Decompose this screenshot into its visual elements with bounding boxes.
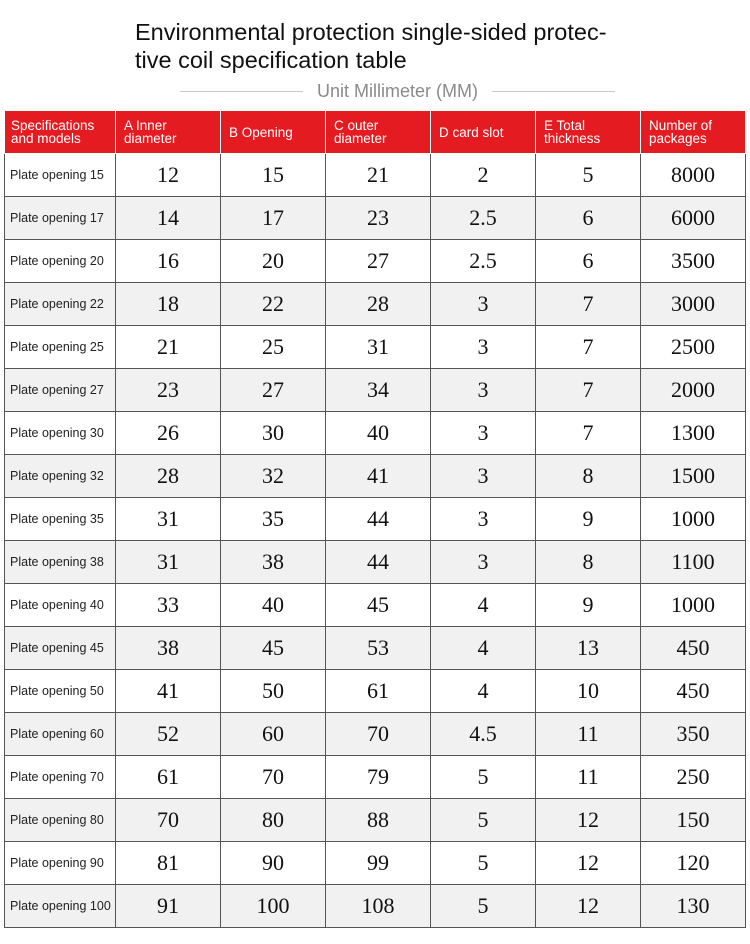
model-cell: Plate opening 15 xyxy=(5,154,116,197)
c-outer-diameter-cell: 28 xyxy=(326,283,431,326)
a-inner-diameter-cell: 33 xyxy=(116,584,221,627)
packages-cell: 6000 xyxy=(641,197,746,240)
unit-label: Unit Millimeter (MM) xyxy=(317,80,478,101)
c-outer-diameter-cell: 45 xyxy=(326,584,431,627)
table-header-row xyxy=(5,111,746,154)
a-inner-diameter-cell: 21 xyxy=(116,326,221,369)
e-total-thickness-cell: 6 xyxy=(536,240,641,283)
table-row xyxy=(5,412,746,455)
d-card-slot-cell: 4 xyxy=(431,584,536,627)
e-total-thickness-cell: 8 xyxy=(536,541,641,584)
a-inner-diameter-cell: 81 xyxy=(116,842,221,885)
a-inner-diameter-cell: 14 xyxy=(116,197,221,240)
title-line-2: tive coil specification table xyxy=(135,47,407,73)
header-label-line-2: diameter xyxy=(124,131,177,146)
specification-table xyxy=(4,110,746,928)
d-card-slot-cell: 2.5 xyxy=(431,197,536,240)
d-card-slot-cell: 3 xyxy=(431,326,536,369)
c-outer-diameter-cell: 44 xyxy=(326,498,431,541)
page-title xyxy=(135,18,625,74)
packages-cell: 8000 xyxy=(641,154,746,197)
packages-cell: 1000 xyxy=(641,498,746,541)
header-label-line-2: packages xyxy=(649,131,707,146)
model-cell: Plate opening 35 xyxy=(5,498,116,541)
a-inner-diameter-cell: 91 xyxy=(116,885,221,928)
packages-cell: 1300 xyxy=(641,412,746,455)
table-row xyxy=(5,154,746,197)
a-inner-diameter-cell: 28 xyxy=(116,455,221,498)
model-cell: Plate opening 100 xyxy=(5,885,116,928)
table-row xyxy=(5,756,746,799)
b-opening-cell: 35 xyxy=(221,498,326,541)
d-card-slot-cell: 5 xyxy=(431,842,536,885)
b-opening-cell: 70 xyxy=(221,756,326,799)
c-outer-diameter-cell: 31 xyxy=(326,326,431,369)
a-inner-diameter-cell: 61 xyxy=(116,756,221,799)
unit-rule-left xyxy=(180,91,303,92)
model-cell: Plate opening 27 xyxy=(5,369,116,412)
c-outer-diameter-cell: 70 xyxy=(326,713,431,756)
a-inner-diameter-cell: 31 xyxy=(116,541,221,584)
packages-cell: 1500 xyxy=(641,455,746,498)
header-label-line-1: A Inner xyxy=(124,118,167,133)
e-total-thickness-cell: 9 xyxy=(536,498,641,541)
c-outer-diameter-cell: 40 xyxy=(326,412,431,455)
b-opening-cell: 17 xyxy=(221,197,326,240)
model-cell: Plate opening 38 xyxy=(5,541,116,584)
b-opening-cell: 60 xyxy=(221,713,326,756)
header-label-line-1: B Opening xyxy=(229,124,293,140)
d-card-slot-cell: 3 xyxy=(431,283,536,326)
b-opening-cell: 32 xyxy=(221,455,326,498)
packages-cell: 450 xyxy=(641,627,746,670)
header-label-line-2: and models xyxy=(11,131,81,146)
table-row xyxy=(5,842,746,885)
header-d-card-slot xyxy=(431,111,536,154)
model-cell: Plate opening 17 xyxy=(5,197,116,240)
model-cell: Plate opening 20 xyxy=(5,240,116,283)
e-total-thickness-cell: 12 xyxy=(536,885,641,928)
d-card-slot-cell: 3 xyxy=(431,498,536,541)
packages-cell: 2500 xyxy=(641,326,746,369)
packages-cell: 120 xyxy=(641,842,746,885)
model-cell: Plate opening 32 xyxy=(5,455,116,498)
model-cell: Plate opening 50 xyxy=(5,670,116,713)
c-outer-diameter-cell: 61 xyxy=(326,670,431,713)
table-row xyxy=(5,197,746,240)
packages-cell: 450 xyxy=(641,670,746,713)
d-card-slot-cell: 4 xyxy=(431,670,536,713)
packages-cell: 3000 xyxy=(641,283,746,326)
d-card-slot-cell: 3 xyxy=(431,369,536,412)
d-card-slot-cell: 5 xyxy=(431,885,536,928)
header-label-line-1: C outer xyxy=(334,118,379,133)
table-row xyxy=(5,369,746,412)
table-row xyxy=(5,670,746,713)
table-row xyxy=(5,240,746,283)
c-outer-diameter-cell: 108 xyxy=(326,885,431,928)
d-card-slot-cell: 5 xyxy=(431,756,536,799)
e-total-thickness-cell: 9 xyxy=(536,584,641,627)
e-total-thickness-cell: 7 xyxy=(536,369,641,412)
e-total-thickness-cell: 7 xyxy=(536,326,641,369)
table-row xyxy=(5,713,746,756)
d-card-slot-cell: 5 xyxy=(431,799,536,842)
e-total-thickness-cell: 10 xyxy=(536,670,641,713)
e-total-thickness-cell: 8 xyxy=(536,455,641,498)
a-inner-diameter-cell: 31 xyxy=(116,498,221,541)
b-opening-cell: 20 xyxy=(221,240,326,283)
model-cell: Plate opening 90 xyxy=(5,842,116,885)
e-total-thickness-cell: 12 xyxy=(536,799,641,842)
b-opening-cell: 25 xyxy=(221,326,326,369)
a-inner-diameter-cell: 26 xyxy=(116,412,221,455)
table-body xyxy=(5,154,746,928)
model-cell: Plate opening 80 xyxy=(5,799,116,842)
packages-cell: 1000 xyxy=(641,584,746,627)
d-card-slot-cell: 2.5 xyxy=(431,240,536,283)
packages-cell: 1100 xyxy=(641,541,746,584)
table-row xyxy=(5,627,746,670)
d-card-slot-cell: 3 xyxy=(431,541,536,584)
a-inner-diameter-cell: 12 xyxy=(116,154,221,197)
b-opening-cell: 38 xyxy=(221,541,326,584)
header-specifications-models xyxy=(5,111,116,154)
table-row xyxy=(5,584,746,627)
c-outer-diameter-cell: 34 xyxy=(326,369,431,412)
header-label-line-1: Specifications xyxy=(11,118,95,133)
e-total-thickness-cell: 13 xyxy=(536,627,641,670)
model-cell: Plate opening 45 xyxy=(5,627,116,670)
e-total-thickness-cell: 5 xyxy=(536,154,641,197)
c-outer-diameter-cell: 44 xyxy=(326,541,431,584)
b-opening-cell: 27 xyxy=(221,369,326,412)
packages-cell: 250 xyxy=(641,756,746,799)
e-total-thickness-cell: 11 xyxy=(536,756,641,799)
b-opening-cell: 90 xyxy=(221,842,326,885)
a-inner-diameter-cell: 70 xyxy=(116,799,221,842)
header-e-total-thickness xyxy=(536,111,641,154)
header-c-outer-diameter xyxy=(326,111,431,154)
a-inner-diameter-cell: 16 xyxy=(116,240,221,283)
b-opening-cell: 30 xyxy=(221,412,326,455)
d-card-slot-cell: 2 xyxy=(431,154,536,197)
header-a-inner-diameter xyxy=(116,111,221,154)
packages-cell: 150 xyxy=(641,799,746,842)
header-label-line-2: thickness xyxy=(544,131,601,146)
a-inner-diameter-cell: 23 xyxy=(116,369,221,412)
b-opening-cell: 40 xyxy=(221,584,326,627)
b-opening-cell: 50 xyxy=(221,670,326,713)
table-row xyxy=(5,799,746,842)
d-card-slot-cell: 3 xyxy=(431,455,536,498)
b-opening-cell: 22 xyxy=(221,283,326,326)
b-opening-cell: 15 xyxy=(221,154,326,197)
table-row xyxy=(5,283,746,326)
packages-cell: 130 xyxy=(641,885,746,928)
e-total-thickness-cell: 6 xyxy=(536,197,641,240)
a-inner-diameter-cell: 18 xyxy=(116,283,221,326)
header-label-line-1: Number of xyxy=(649,118,713,133)
c-outer-diameter-cell: 23 xyxy=(326,197,431,240)
d-card-slot-cell: 3 xyxy=(431,412,536,455)
packages-cell: 2000 xyxy=(641,369,746,412)
header-label-line-1: D card slot xyxy=(439,124,504,140)
unit-rule-right xyxy=(492,91,615,92)
packages-cell: 3500 xyxy=(641,240,746,283)
c-outer-diameter-cell: 27 xyxy=(326,240,431,283)
header-number-of-packages xyxy=(641,111,746,154)
title-line-1: Environmental protection single-sided protec- xyxy=(135,19,607,45)
c-outer-diameter-cell: 79 xyxy=(326,756,431,799)
header-label-line-2: diameter xyxy=(334,131,387,146)
e-total-thickness-cell: 7 xyxy=(536,283,641,326)
header-b-opening xyxy=(221,111,326,154)
b-opening-cell: 45 xyxy=(221,627,326,670)
model-cell: Plate opening 70 xyxy=(5,756,116,799)
model-cell: Plate opening 25 xyxy=(5,326,116,369)
e-total-thickness-cell: 11 xyxy=(536,713,641,756)
d-card-slot-cell: 4.5 xyxy=(431,713,536,756)
header-label-line-1: E Total xyxy=(544,118,586,133)
e-total-thickness-cell: 12 xyxy=(536,842,641,885)
table-row xyxy=(5,455,746,498)
c-outer-diameter-cell: 41 xyxy=(326,455,431,498)
a-inner-diameter-cell: 52 xyxy=(116,713,221,756)
a-inner-diameter-cell: 41 xyxy=(116,670,221,713)
unit-caption xyxy=(180,78,615,104)
b-opening-cell: 80 xyxy=(221,799,326,842)
c-outer-diameter-cell: 53 xyxy=(326,627,431,670)
model-cell: Plate opening 22 xyxy=(5,283,116,326)
e-total-thickness-cell: 7 xyxy=(536,412,641,455)
table-row xyxy=(5,885,746,928)
model-cell: Plate opening 60 xyxy=(5,713,116,756)
a-inner-diameter-cell: 38 xyxy=(116,627,221,670)
d-card-slot-cell: 4 xyxy=(431,627,536,670)
c-outer-diameter-cell: 21 xyxy=(326,154,431,197)
model-cell: Plate opening 40 xyxy=(5,584,116,627)
c-outer-diameter-cell: 88 xyxy=(326,799,431,842)
model-cell: Plate opening 30 xyxy=(5,412,116,455)
c-outer-diameter-cell: 99 xyxy=(326,842,431,885)
packages-cell: 350 xyxy=(641,713,746,756)
table-row xyxy=(5,326,746,369)
table-row xyxy=(5,498,746,541)
b-opening-cell: 100 xyxy=(221,885,326,928)
table-row xyxy=(5,541,746,584)
